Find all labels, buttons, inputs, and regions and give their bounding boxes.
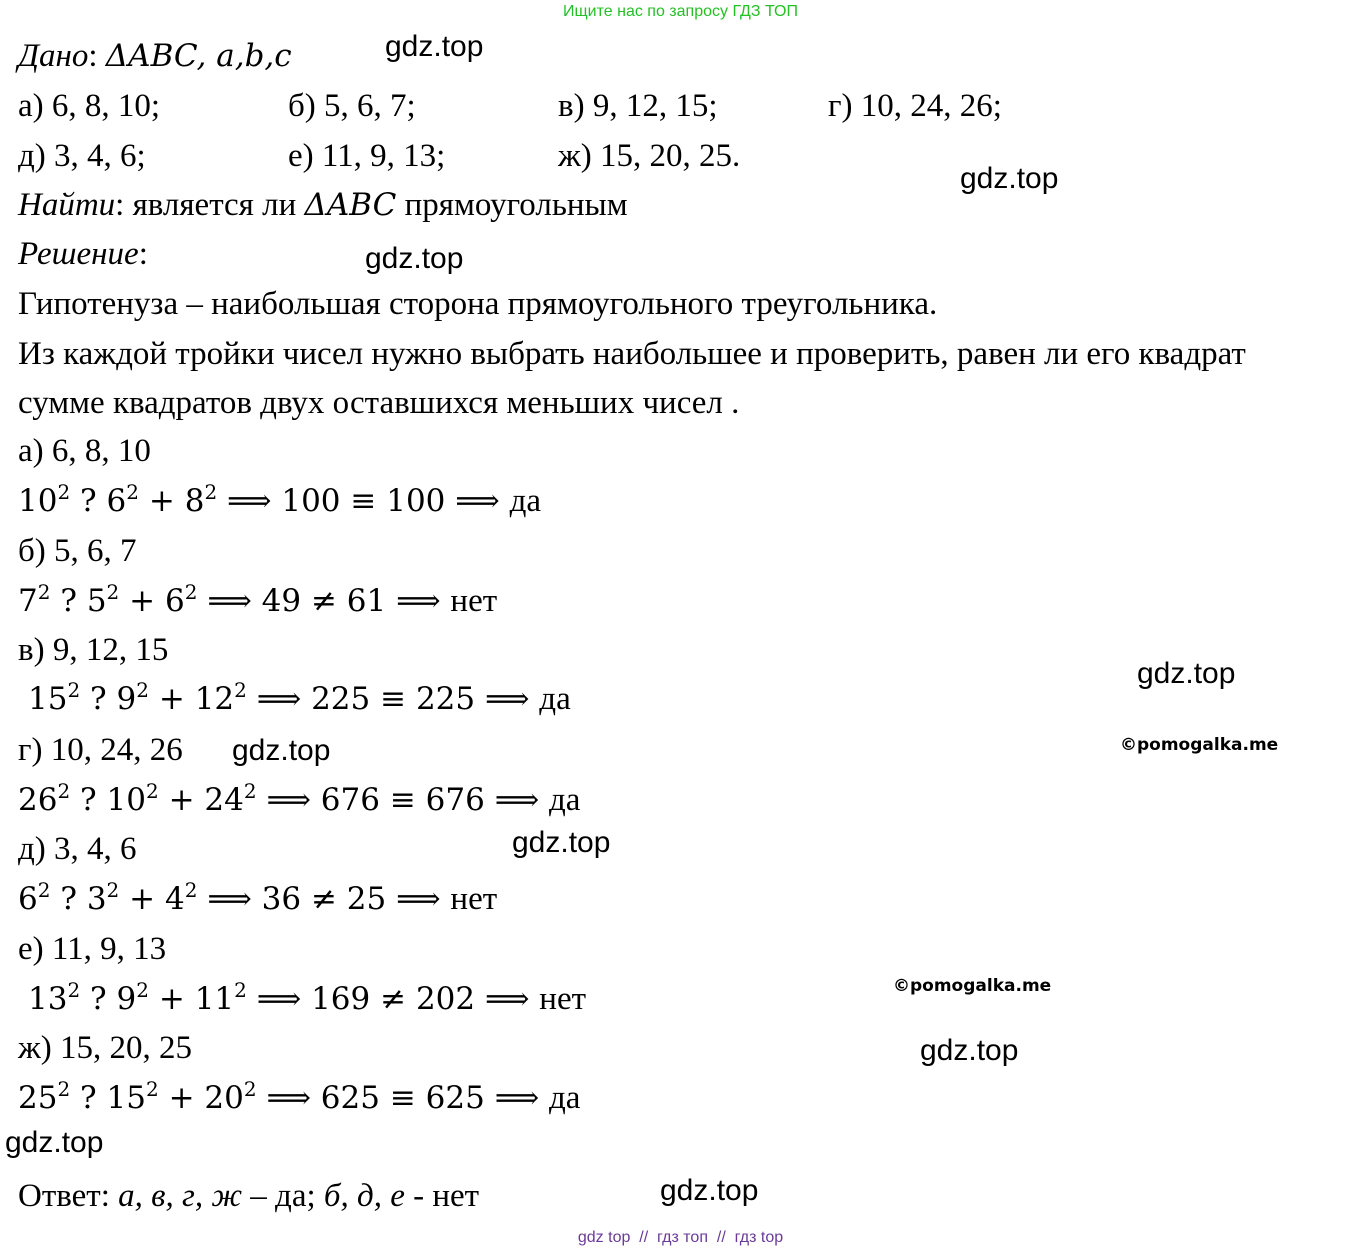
case-equation: $13^2$ ? $9^2 + 11^2$ ⟹ 169 ≠ 202 ⟹ нет	[28, 978, 587, 1017]
option-d: д) 3, 4, 6;	[18, 138, 146, 174]
answer-label: Ответ:	[18, 1178, 110, 1214]
answer-no-text: - нет	[404, 1178, 480, 1214]
solution-paragraph-3: сумме квадратов двух оставшихся меньших чисел .	[18, 385, 740, 421]
case-equation: $15^2$ ? $9^2 + 12^2$ ⟹ 225 ≡ 225 ⟹ да	[28, 678, 571, 717]
case-verdict: нет	[450, 881, 498, 917]
answer-line	[18, 1176, 479, 1216]
solution-heading	[18, 234, 148, 274]
top-banner: Ищите нас по запросу ГДЗ ТОП	[563, 3, 798, 20]
solution-colon: :	[138, 236, 148, 272]
case-equation: $10^2$ ? $6^2 + 8^2$ ⟹ 100 ≡ 100 ⟹ да	[18, 480, 541, 519]
case-verdict: да	[549, 1080, 581, 1116]
option-v: в) 9, 12, 15;	[558, 88, 718, 124]
case-verdict: нет	[450, 583, 498, 619]
given-label: Дано	[18, 38, 89, 74]
option-e: е) 11, 9, 13;	[288, 138, 446, 174]
solution-paragraph-1: Гипотенуза – наибольшая сторона прямоугольного треугольника.	[18, 286, 938, 322]
case-label: д) 3, 4, 6	[18, 831, 137, 867]
find-text-after: прямоугольным	[396, 187, 628, 223]
watermark-gdz: gdz.top	[365, 242, 464, 275]
answer-no-list: б, д, е	[323, 1178, 405, 1214]
find-line	[18, 185, 628, 225]
given-line	[18, 36, 292, 76]
option-zh: ж) 15, 20, 25.	[558, 138, 741, 174]
watermark-gdz: gdz.top	[5, 1126, 104, 1159]
given-expr: ΔABC, a,b,c	[105, 38, 292, 74]
footer-links: gdz top // гдз топ // гдз top	[577, 1229, 784, 1246]
case-label: е) 11, 9, 13	[18, 931, 167, 967]
watermark-gdz: gdz.top	[232, 734, 331, 767]
watermark-gdz: gdz.top	[1137, 657, 1236, 690]
given-colon: :	[88, 38, 98, 74]
case-verdict: нет	[539, 981, 587, 1017]
case-label: г) 10, 24, 26	[18, 732, 183, 768]
case-equation: $7^2$ ? $5^2 + 6^2$ ⟹ 49 ≠ 61 ⟹ нет	[18, 580, 498, 619]
watermark-pomogalka: ©pomogalka.me	[893, 976, 1052, 996]
case-label: ж) 15, 20, 25	[18, 1030, 193, 1066]
option-b: б) 5, 6, 7;	[288, 88, 416, 124]
find-label: Найти	[18, 187, 116, 223]
option-a: а) 6, 8, 10;	[18, 88, 161, 124]
watermark-gdz: gdz.top	[960, 162, 1059, 195]
watermark-pomogalka: ©pomogalka.me	[1120, 735, 1279, 755]
case-label: а) 6, 8, 10	[18, 433, 151, 469]
watermark-gdz: gdz.top	[512, 826, 611, 859]
solution-label: Решение	[18, 236, 139, 272]
watermark-gdz: gdz.top	[920, 1034, 1019, 1067]
case-label: в) 9, 12, 15	[18, 632, 169, 668]
watermark-gdz: gdz.top	[385, 30, 484, 63]
case-verdict: да	[509, 483, 541, 519]
answer-yes-list: а, в, г, ж	[118, 1178, 243, 1214]
case-label: б) 5, 6, 7	[18, 533, 137, 569]
find-text-before: : является ли	[115, 187, 305, 223]
answer-yes-text: – да;	[242, 1178, 316, 1214]
find-triangle: ΔABC	[304, 187, 397, 223]
case-equation: $26^2$ ? $10^2 + 24^2$ ⟹ 676 ≡ 676 ⟹ да	[18, 779, 581, 818]
case-equation: $6^2$ ? $3^2 + 4^2$ ⟹ 36 ≠ 25 ⟹ нет	[18, 878, 498, 917]
case-equation: $25^2$ ? $15^2 + 20^2$ ⟹ 625 ≡ 625 ⟹ да	[18, 1077, 581, 1116]
case-verdict: да	[549, 782, 581, 818]
option-g: г) 10, 24, 26;	[828, 88, 1002, 124]
solution-paragraph-2: Из каждой тройки чисел нужно выбрать наибольшее и проверить, равен ли его квадрат	[18, 336, 1246, 372]
case-verdict: да	[539, 681, 571, 717]
watermark-gdz: gdz.top	[660, 1174, 759, 1207]
